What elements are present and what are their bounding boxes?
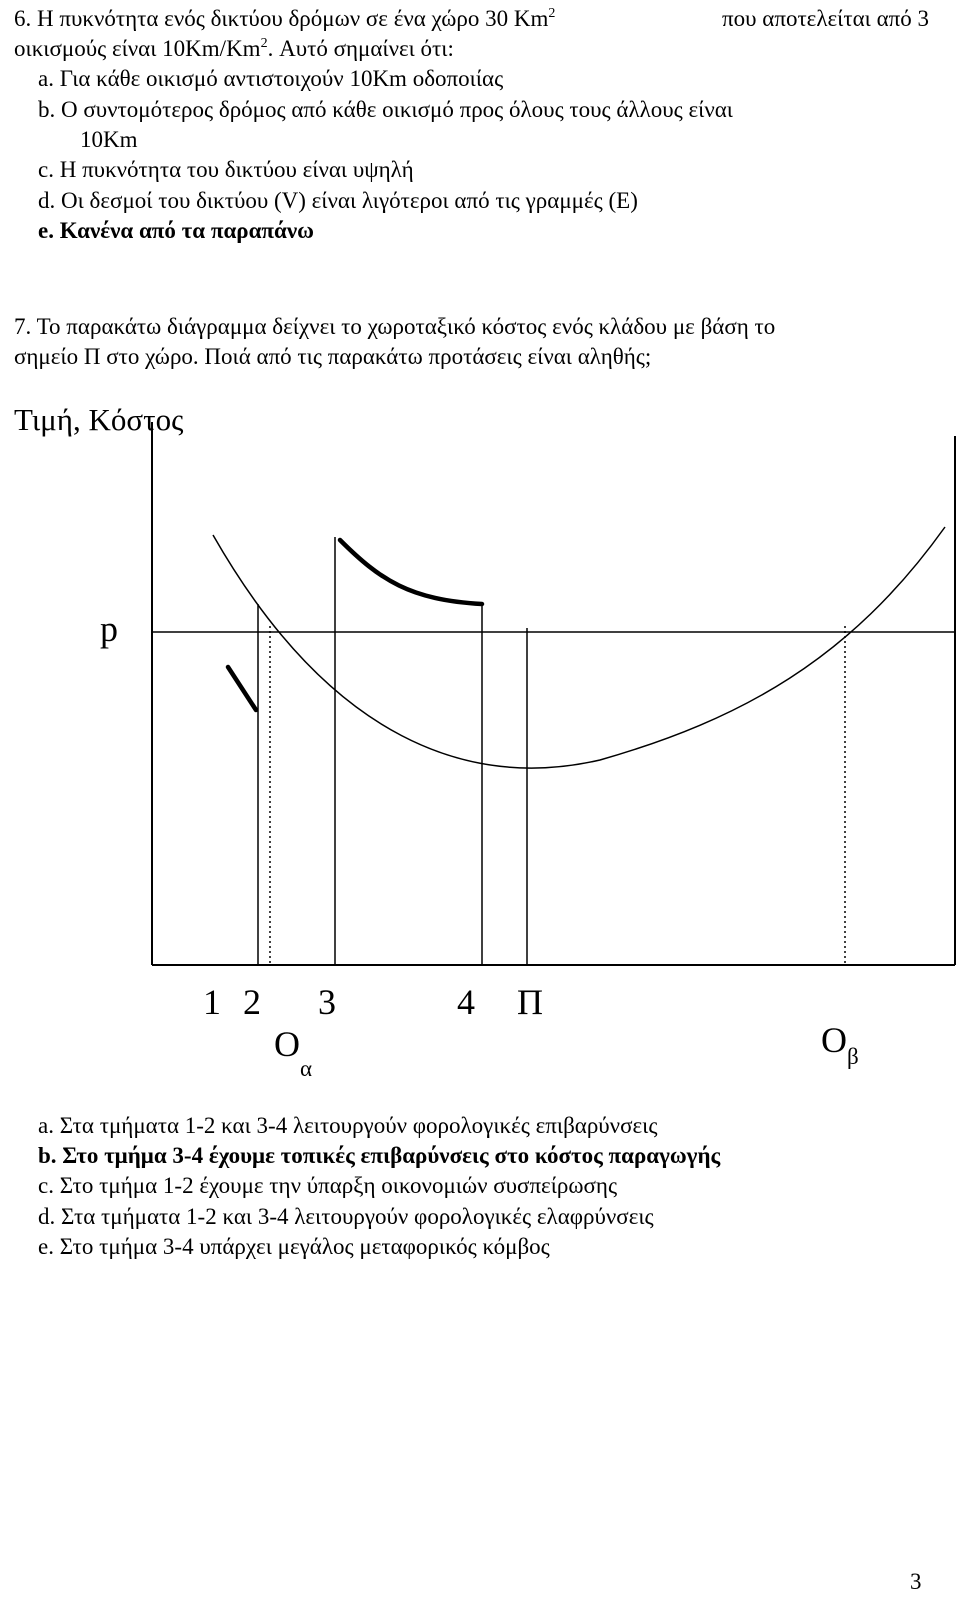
q6-option-c: c. Η πυκνότητα του δικτύου είναι υψηλή — [38, 157, 414, 182]
q6-option-b-line1: b. Ο συντομότερος δρόμος από κάθε οικισμό προς όλους τους άλλους είναι — [38, 97, 733, 122]
x-label-3: 3 — [318, 982, 336, 1022]
q7-stem-line2: σημείο Π στο χώρο. Ποιά από τις παρακάτω προτάσεις είναι αληθής; — [14, 344, 652, 369]
cost-curve — [213, 527, 945, 768]
page-number: 3 — [910, 1569, 922, 1594]
x-label-1: 1 — [203, 982, 221, 1022]
x-label-4: 4 — [457, 982, 475, 1022]
q7-option-e: e. Στο τμήμα 3-4 υπάρχει μεγάλος μεταφορικός κόμβος — [38, 1234, 550, 1259]
q6-option-a: a. Για κάθε οικισμό αντιστοιχούν 10Km οδοποιίας — [38, 66, 504, 91]
origin-b-label: $O_\beta$ — [821, 1020, 859, 1069]
thick-segment-1-2 — [228, 667, 256, 710]
q7-option-c: c. Στο τμήμα 1-2 έχουμε την ύπαρξη οικονομιών συσπείρωσης — [38, 1173, 618, 1198]
x-label-pi: Π — [517, 982, 543, 1022]
q6-stem-line1: 6. Η πυκνότητα ενός δικτύου δρόμων σε ένα χώρο 30 Km$^2$ που αποτελείται από 3 — [14, 6, 929, 31]
q7-option-a: a. Στα τμήματα 1-2 και 3-4 λειτουργούν φορολογικές επιβαρύνσεις — [38, 1113, 658, 1138]
q7-option-b: b. Στο τμήμα 3-4 έχουμε τοπικές επιβαρύνσεις στο κόστος παραγωγής — [38, 1143, 721, 1168]
origin-a-label: $O_\alpha$ — [274, 1024, 313, 1081]
q6-option-d: d. Οι δεσμοί του δικτύου (V) είναι λιγότεροι από τις γραμμές (E) — [38, 188, 638, 213]
q6-stem-line2: οικισμούς είναι 10Km/Km$^2$. Αυτό σημαίνει ότι: — [14, 36, 454, 61]
q7-stem-line1: 7. Το παρακάτω διάγραμμα δείχνει το χωροταξικό κόστος ενός κλάδου με βάση το — [14, 314, 776, 339]
q7-option-d: d. Στα τμήματα 1-2 και 3-4 λειτουργούν φορολογικές ελαφρύνσεις — [38, 1204, 654, 1229]
price-label: p — [100, 609, 118, 649]
thick-segment-3-4 — [340, 540, 482, 604]
q6-option-b-line2: 10Km — [80, 127, 138, 152]
x-label-2: 2 — [243, 982, 261, 1022]
q6-option-e: e. Κανένα από τα παραπάνω — [38, 218, 314, 243]
y-axis-title: Τιμή, Κόστος — [14, 402, 184, 437]
